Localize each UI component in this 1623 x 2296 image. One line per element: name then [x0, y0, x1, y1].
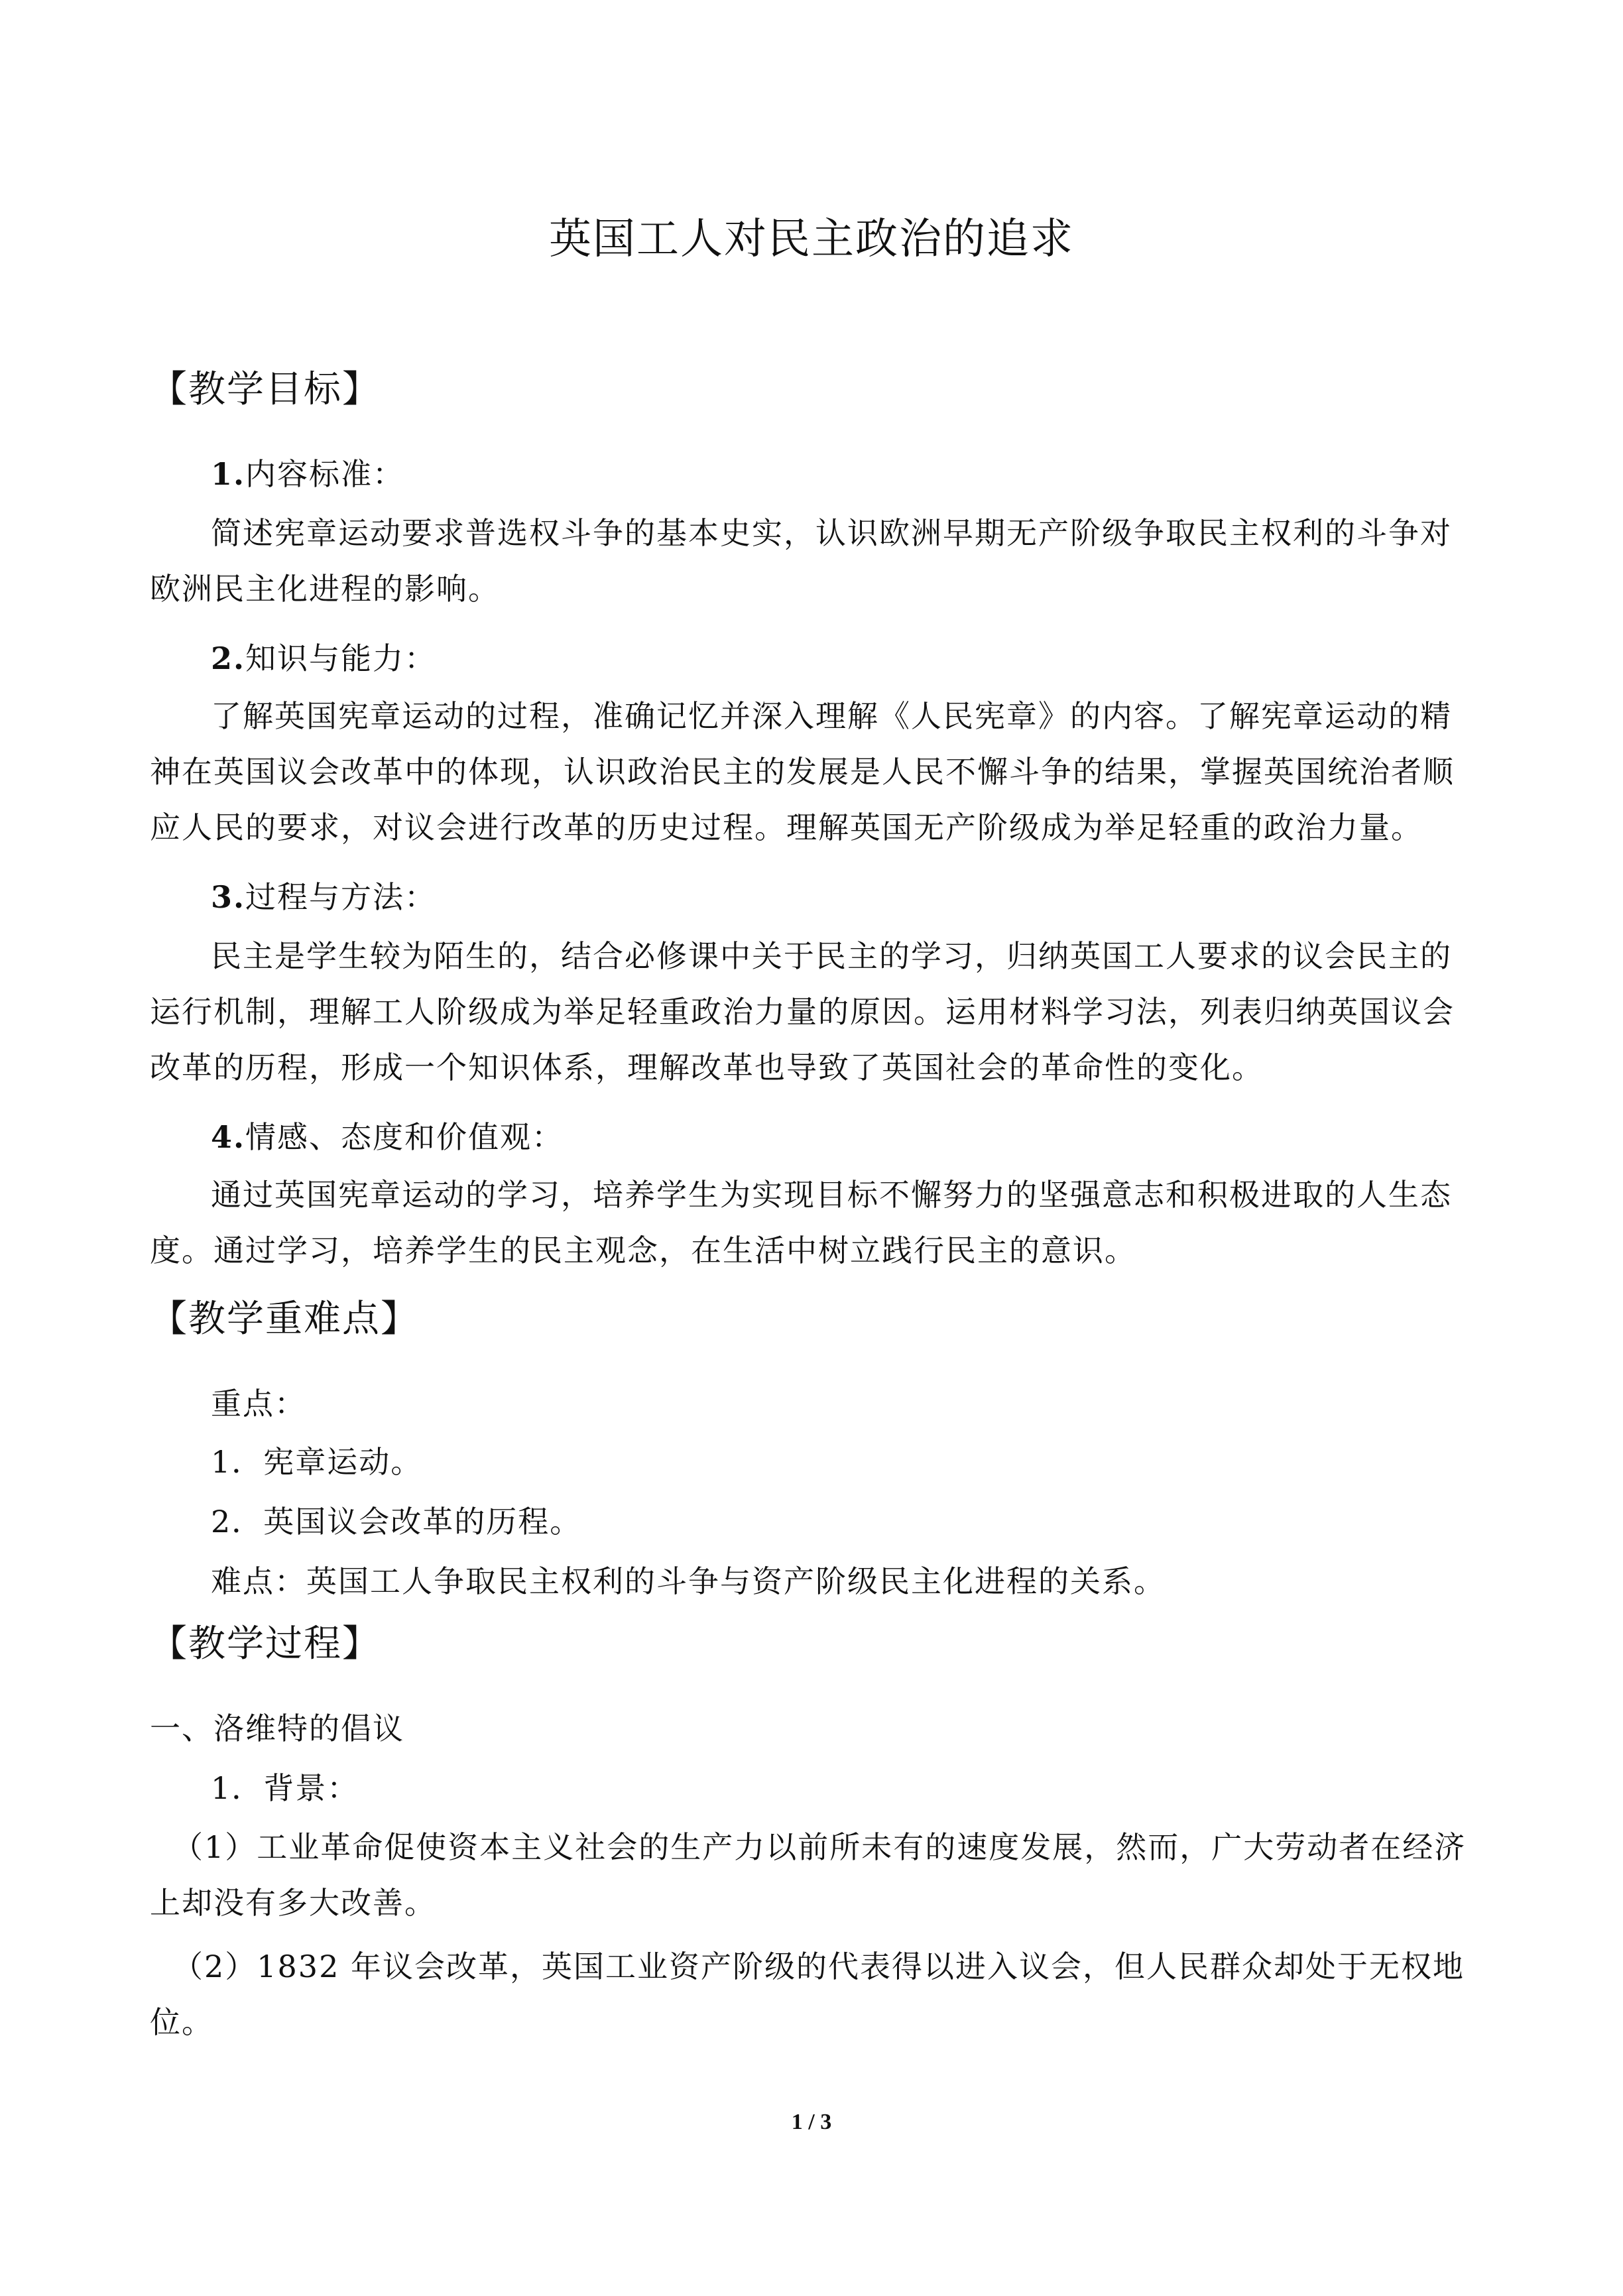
page-number: 1 / 3 [791, 2110, 832, 2134]
objective-3-label: 过程与方法： [245, 879, 437, 915]
focus-label: 重点： [211, 1386, 306, 1421]
objective-2-label: 知识与能力： [245, 640, 437, 676]
objective-4-label: 情感、态度和价值观： [245, 1119, 564, 1155]
process-sub-1: 1．背景： [211, 1770, 359, 1806]
difficulty-text: 难点：英国工人争取民主权利的斗争与资产阶级民主化进程的关系。 [211, 1563, 1166, 1599]
objective-1-label: 内容标准： [245, 456, 405, 492]
objective-3-text: 民主是学生较为陌生的，结合必修课中关于民主的学习，归纳英国工人要求的议会民主的运行机制，理解工人阶级成为举足轻重政治力量的原因。运用材料学习法，列表归纳英国议会改革的历程，形成一个知识体系，理解改革也导致了英国社会的革命性的变化。 [150, 938, 1455, 1085]
process-paragraph-1: （1）工业革命促使资本主义社会的生产力以前所未有的速度发展，然而，广大劳动者在经济上却没有多大改善。 [150, 1829, 1467, 1921]
process-paragraph-2: （2）1832 年议会改革，英国工业资产阶级的代表得以进入议会，但人民群众却处于无权地位。 [150, 1949, 1465, 2040]
document-title: 英国工人对民主政治的追求 [549, 215, 1074, 264]
section-heading-objectives: 【教学目标】 [150, 368, 381, 411]
focus-item-2: 2．英国议会改革的历程。 [211, 1504, 582, 1540]
objective-1-text: 简述宪章运动要求普选权斗争的基本史实，认识欧洲早期无产阶级争取民主权利的斗争对欧洲民主化进程的影响。 [150, 515, 1452, 607]
objective-2-number: 2. [211, 640, 246, 676]
objective-4-text: 通过英国宪章运动的学习，培养学生为实现目标不懈努力的坚强意志和积极进取的人生态度。通过学习，培养学生的民主观念，在生活中树立践行民主的意识。 [150, 1177, 1452, 1268]
objective-4-number: 4. [211, 1119, 246, 1155]
objective-1-number: 1. [211, 456, 246, 492]
objective-4-heading [211, 1114, 564, 1160]
section-heading-key-points: 【教学重难点】 [150, 1298, 419, 1341]
objective-3-number: 3. [211, 879, 246, 915]
objective-2-text: 了解英国宪章运动的过程，准确记忆并深入理解《人民宪章》的内容。了解宪章运动的精神在英国议会改革中的体现，认识政治民主的发展是人民不懈斗争的结果，掌握英国统治者顺应人民的要求，对议会进行改革的历史过程。理解英国无产阶级成为举足轻重的政治力量。 [150, 698, 1455, 845]
focus-item-1: 1．宪章运动。 [211, 1444, 423, 1480]
process-heading-1: 一、洛维特的倡议 [150, 1711, 404, 1746]
section-heading-process: 【教学过程】 [150, 1622, 381, 1665]
objective-2-heading [211, 635, 436, 682]
objective-3-heading [211, 874, 436, 920]
objective-1-heading [211, 451, 404, 497]
